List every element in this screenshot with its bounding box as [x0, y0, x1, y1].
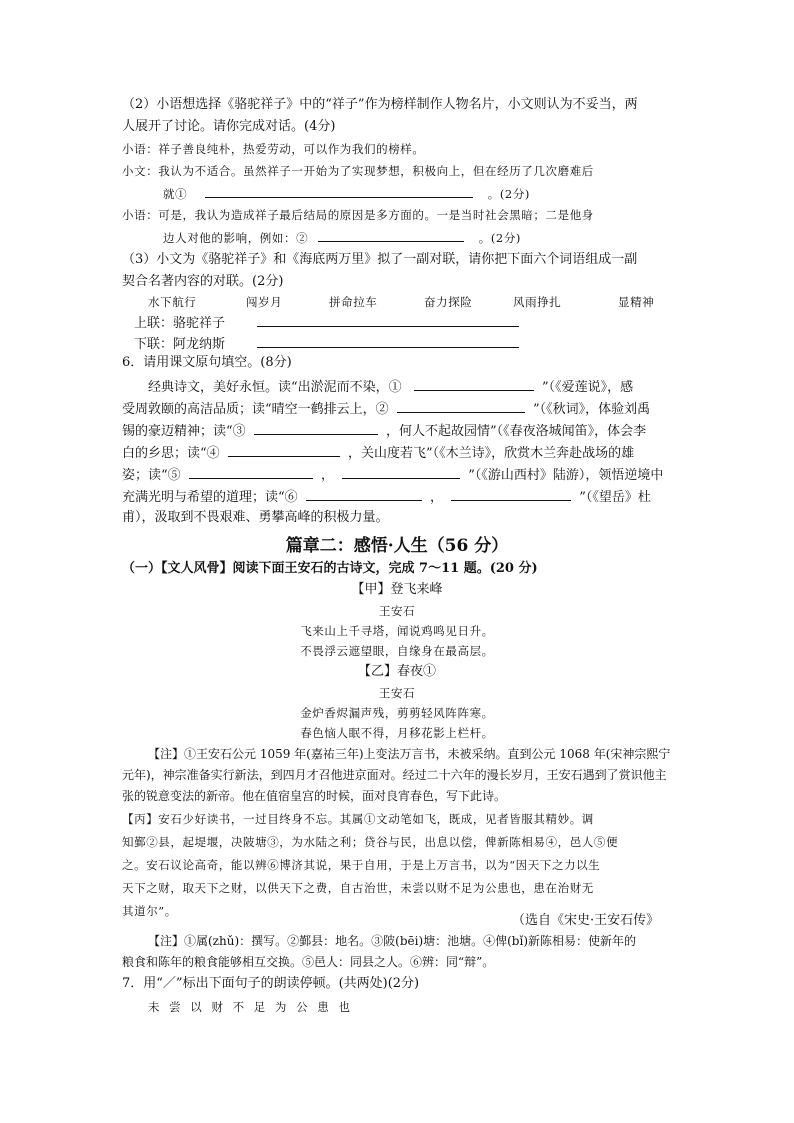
q6-line5-tail: ”（《游山西村》陆游），领悟逆境中 — [468, 468, 664, 483]
xiaoyu-line2: 小语：可是，我认为造成祥子最后结局的原因是多方面的。一是当时社会黑暗；二是他身 — [122, 208, 594, 222]
answer-blank-1[interactable] — [205, 183, 473, 198]
q6-line5 — [122, 464, 663, 486]
q6-line7: 甫），汲取到不畏艰难、勇攀高峰的积极力量。 — [122, 510, 389, 525]
q3-intro-line1: （3）小文为《骆驼祥子》和《海底两万里》拟了一副对联，请你把下面六个词语组成一副 — [122, 252, 638, 267]
poem-a-line2: 不畏浮云遮望眼，自缘身在最高层。 — [300, 644, 494, 658]
poem-b-line1: 金炉香烬漏声残，剪剪轻风阵阵寒。 — [300, 706, 494, 720]
q6-line6-comma: ， — [429, 490, 443, 505]
word-5: 风雨挣扎 — [513, 295, 562, 309]
passage-c-line1: 【丙】安石少好读书，一过目终身不忘。其属①文动笔如飞，既成，见者皆服其精妙。调 — [122, 812, 594, 826]
q7-title: 7．用“／”标出下面句子的朗读停顿。(共两处)(2分) — [122, 976, 420, 991]
note1-line2: 元年)，神宗准备实行新法，到四月才召他进京面对。经过二十六年的漫长岁月，王安石遇到了赏识他主 — [122, 768, 667, 782]
passage-c-line5: 其道尔”。 — [122, 904, 177, 918]
xiaowen-line2-prefix: 就① — [163, 187, 188, 201]
upper-couplet-line — [134, 312, 519, 334]
q2-intro-line2: 人展开了讨论。请你完成对话。(4分) — [122, 119, 336, 134]
passage-c-line4: 天下之财，取天下之财，以供天下之费，自古治世，未尝以财不足为公患也，患在治财无 — [122, 881, 594, 895]
note2-line2: 粮食和陈年的粮食能够相互交换。⑤邑人：同县之人。⑥辨：同“辩”。 — [122, 955, 495, 969]
word-2: 闯岁月 — [246, 295, 283, 309]
note1-line1: 【注】①王安石公元 1059 年(嘉祐三年)上变法万言书，未被采纳。直到公元 1068 年(宋神宗熙宁 — [148, 747, 671, 761]
q6-line1-tail: ”（《爱莲说》，感 — [541, 380, 634, 395]
lower-couplet-line — [134, 333, 519, 355]
poem-a-title: 【甲】登飞来峰 — [351, 582, 443, 597]
lower-couplet-label: 下联：阿龙纳斯 — [134, 337, 226, 352]
upper-couplet-blank[interactable] — [257, 312, 519, 327]
xiaoyu-line3-suffix: 。(2分) — [478, 231, 522, 245]
q6-line3-text: 锡的豪迈精神；读“③ — [122, 424, 246, 439]
poem-blank-7[interactable] — [306, 486, 422, 501]
note1-line3: 张的锐意变法的新帝。他在值宿皇宫的时候，面对良宵春色，写下此诗。 — [122, 789, 507, 803]
q6-line1-text: 经典诗文，美好永恒。读“出淤泥而不染，① — [148, 380, 402, 395]
q6-line6-text: 充满光明与希望的道理；读“⑥ — [122, 490, 298, 505]
poem-blank-4[interactable] — [228, 442, 340, 457]
poem-b-line2: 春色恼人眠不得，月移花影上栏杆。 — [300, 726, 494, 740]
q6-line2-tail: ”（《秋词》，体验刘禹 — [532, 402, 651, 417]
section-heading: （一）【文人风骨】阅读下面王安石的古诗文，完成 7～11 题。(20 分) — [122, 561, 538, 576]
word-6: 显精神 — [618, 295, 655, 309]
q6-line2 — [122, 398, 650, 420]
lower-couplet-blank[interactable] — [257, 333, 519, 348]
upper-couplet-label: 上联：骆驼祥子 — [134, 316, 226, 331]
poem-b-title: 【乙】春夜① — [357, 664, 436, 679]
poem-a-author: 王安石 — [378, 604, 416, 618]
q2-intro-line1: （2）小语想选择《骆驼祥子》中的“祥子”作为榜样制作人物名片，小文则认为不妥当，两 — [122, 97, 638, 112]
poem-blank-6[interactable] — [342, 464, 460, 479]
xiaowen-line1: 小文：我认为不适合。虽然祥子一开始为了实现梦想，积极向上，但在经历了几次磨难后 — [122, 164, 594, 178]
xiaoyu-line1: 小语：祥子善良纯朴，热爱劳动，可以作为我们的榜样。 — [122, 142, 425, 156]
q6-line3-tail: ，何人不起故园情”（《春夜洛城闻笛》，体会李 — [385, 424, 647, 439]
q6-line5-text: 姿；读“⑤ — [122, 468, 181, 483]
passage-c-line3: 之。安石议论高奇，能以辨⑥博济其说，果于自用，于是上万言书，以为“因天下之力以生 — [122, 858, 601, 872]
xiaoyu-line3 — [163, 227, 521, 248]
xiaowen-line2-suffix: 。(2分) — [487, 187, 531, 201]
q6-line3 — [122, 420, 646, 442]
q6-line4 — [122, 442, 634, 464]
word-1: 水下航行 — [148, 295, 197, 309]
poem-b-author: 王安石 — [378, 686, 416, 700]
poem-blank-1[interactable] — [414, 376, 534, 391]
passage-source: （选自《宋史·王安石传》 — [512, 913, 660, 928]
q6-line4-tail: ，关山度若飞”（《木兰诗》，欣赏木兰奔赴战场的雄 — [347, 446, 635, 461]
word-3: 拼命拉车 — [329, 295, 378, 309]
q6-line2-text: 受周敦颐的高洁品质；读“晴空一鹤排云上，② — [122, 402, 389, 417]
poem-blank-2[interactable] — [397, 398, 525, 413]
q6-line1 — [148, 376, 633, 398]
chapter-title: 篇章二：感悟·人生（56 分） — [285, 536, 509, 556]
q7-sentence[interactable]: 未 尝 以 财 不 足 为 公 患 也 — [148, 1000, 353, 1014]
xiaowen-line2 — [163, 183, 530, 204]
q6-line6 — [122, 486, 651, 508]
q6-line6-tail: ”（《望岳》杜 — [579, 490, 651, 505]
q3-intro-line2: 契合名著内容的对联。(2分) — [122, 274, 284, 289]
q6-line5-comma: ， — [320, 468, 334, 483]
poem-blank-8[interactable] — [451, 486, 571, 501]
q6-title: 6．请用课文原句填空。(8分) — [122, 355, 292, 370]
poem-a-line1: 飞来山上千寻塔，闻说鸡鸣见日升。 — [300, 624, 494, 638]
answer-blank-2[interactable] — [318, 227, 464, 242]
passage-c-line2: 知鄞②县，起堤堰，决陂塘③，为水陆之利；贷谷与民，出息以偿，俾新陈相易④，邑人⑤便 — [122, 835, 619, 849]
note2-line1: 【注】①属(zhǔ)：撰写。②鄞县：地名。③陂(bēi)塘：池塘。④俾(bǐ)新陈相易：使新年的 — [148, 934, 637, 948]
poem-blank-3[interactable] — [254, 420, 378, 435]
q6-line4-text: 白的乡思；读“④ — [122, 446, 220, 461]
xiaoyu-line3-prefix: 边人对他的影响，例如：② — [163, 231, 309, 245]
couplet-words — [148, 292, 196, 312]
poem-blank-5[interactable] — [189, 464, 313, 479]
word-4: 奋力探险 — [424, 295, 473, 309]
